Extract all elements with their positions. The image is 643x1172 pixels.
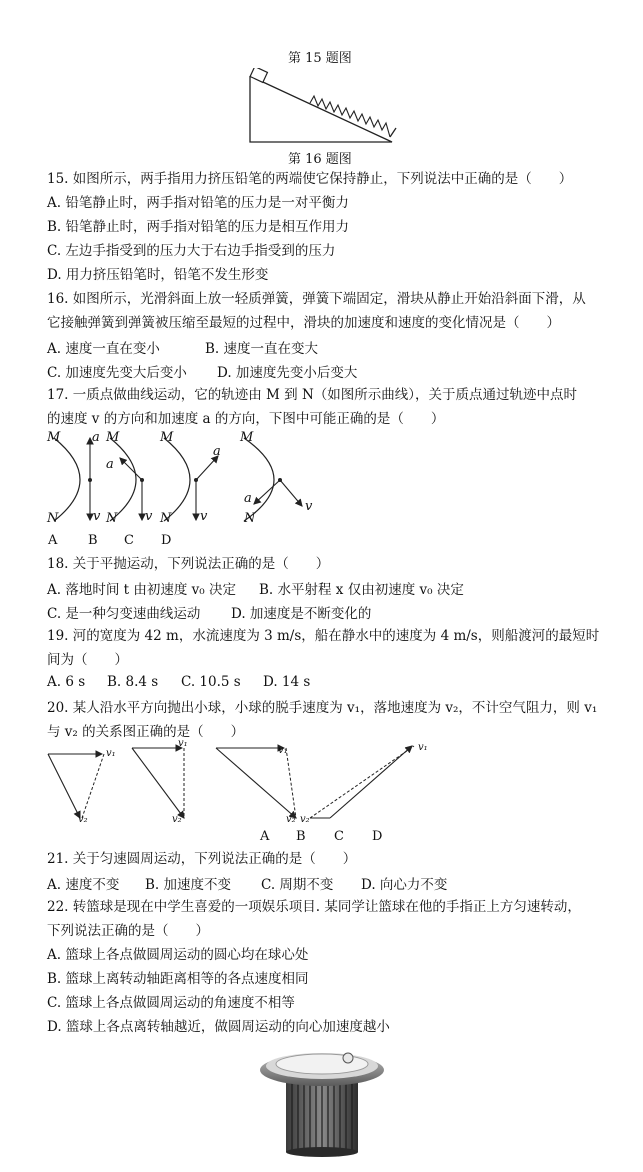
q19-stem-line1: 19. 河的宽度为 42 m，水流速度为 3 m/s，船在静水中的速度为 4 m/s，则船渡河的最短时: [47, 628, 600, 644]
q18-option-d: D. 加速度是不断变化的: [231, 606, 372, 622]
q15-stem: 15. 如图所示，两手指用力挤压铅笔的两端使它保持静止，下列说法中正确的是（ ）: [47, 171, 573, 187]
q17-a-label-M: M: [47, 430, 61, 445]
q20-d-label-v2: v₂: [300, 814, 310, 825]
q21-option-d: D. 向心力不变: [361, 877, 448, 893]
q18-option-c: C. 是一种匀变速曲线运动: [47, 606, 201, 622]
q21-stem: 21. 关于匀速圆周运动，下列说法正确的是（ ）: [47, 851, 357, 867]
q17-b-label-M: M: [106, 430, 120, 445]
q20-c-label-v2: v₂: [286, 814, 296, 825]
q22-option-b: B. 篮球上离转动轴距离相等的各点速度相同: [47, 971, 309, 987]
q17-a-label-a: a: [92, 430, 100, 445]
q22-stem-line1: 22. 转篮球是现在中学生喜爱的一项娱乐项目. 某同学让篮球在他的手指正上方匀速转动，: [47, 899, 581, 915]
q17-trajectory-figure: [44, 428, 334, 528]
q18-option-a: A. 落地时间 t 由初速度 v₀ 决定: [47, 582, 236, 598]
q20-panel-b: B: [296, 829, 306, 844]
q16-stem-line1: 16. 如图所示，光滑斜面上放一轻质弹簧，弹簧下端固定，滑块从静止开始沿斜面下滑，从: [47, 291, 586, 307]
q16-option-a: A. 速度一直在变小: [47, 341, 160, 357]
q19-option-b: B. 8.4 s: [107, 674, 159, 690]
q17-a-label-N: N: [47, 511, 59, 526]
q17-c-label-a: a: [213, 444, 221, 459]
q17-c-label-v: v: [200, 509, 208, 524]
q22-option-d: D. 篮球上各点离转轴越近，做圆周运动的向心加速度越小: [47, 1019, 390, 1035]
q22-stem-line2: 下列说法正确的是（ ）: [47, 923, 209, 939]
q17-b-label-v: v: [145, 509, 153, 524]
q17-d-label-M: M: [240, 430, 254, 445]
q17-panel-c: C: [124, 533, 134, 548]
q17-c-label-N: N: [160, 511, 172, 526]
q20-stem-line2: 与 v₂ 的关系图正确的是（ ）: [47, 724, 245, 740]
q17-stem-line1: 17. 一质点做曲线运动，它的轨迹由 M 到 N（如图所示曲线），关于质点通过轨迹中点时: [47, 387, 578, 403]
fig15-caption: 第 15 题图: [288, 51, 352, 66]
q20-a-label-v1: v₁: [106, 748, 116, 759]
q16-option-c: C. 加速度先变大后变小: [47, 365, 187, 381]
q15-option-b: B. 铅笔静止时，两手指对铅笔的压力是相互作用力: [47, 219, 350, 235]
q17-b-label-a: a: [106, 457, 114, 472]
q17-c-label-M: M: [160, 430, 174, 445]
q17-panel-a: A: [48, 533, 58, 548]
q15-option-c: C. 左边手指受到的压力大于右边手指受到的压力: [47, 243, 336, 259]
fig16-caption: 第 16 题图: [288, 152, 352, 167]
q15-option-d: D. 用力挤压铅笔时，铅笔不发生形变: [47, 267, 269, 283]
q16-option-d: D. 加速度先变小后变大: [217, 365, 358, 381]
q17-a-label-v: v: [93, 509, 101, 524]
q20-c-label-v1: v₁: [278, 745, 288, 756]
q22-option-a: A. 篮球上各点做圆周运动的圆心均在球心处: [47, 947, 309, 963]
q21-option-a: A. 速度不变: [47, 877, 120, 893]
q19-option-d: D. 14 s: [263, 674, 311, 690]
q20-d-label-v1: v₁: [418, 742, 428, 753]
q18-option-b: B. 水平射程 x 仅由初速度 v₀ 决定: [259, 582, 464, 598]
q17-stem-line2: 的速度 v 的方向和加速度 a 的方向，下图中可能正确的是（ ）: [47, 411, 445, 427]
q20-b-label-v2: v₂: [172, 814, 182, 825]
q18-stem: 18. 关于平抛运动，下列说法正确的是（ ）: [47, 556, 330, 572]
q17-panel-b: B: [88, 533, 98, 548]
q20-a-label-v2: v₂: [78, 814, 88, 825]
q17-b-label-N: N: [106, 511, 118, 526]
q20-panel-a: A: [260, 829, 270, 844]
q15-option-a: A. 铅笔静止时，两手指对铅笔的压力是一对平衡力: [47, 195, 349, 211]
q20-panel-d: D: [372, 829, 383, 844]
q22-option-c: C. 篮球上各点做圆周运动的角速度不相等: [47, 995, 295, 1011]
q17-d-label-v: v: [305, 499, 313, 514]
q20-panel-c: C: [334, 829, 344, 844]
q20-velocity-figure: [44, 742, 444, 828]
q19-stem-line2: 间为（ ）: [47, 652, 128, 668]
q19-option-c: C. 10.5 s: [181, 674, 241, 690]
incline-spring-figure: [240, 68, 400, 148]
q16-option-b: B. 速度一直在变大: [205, 341, 319, 357]
q21-option-c: C. 周期不变: [261, 877, 334, 893]
q19-option-a: A. 6 s: [47, 674, 86, 690]
q21-option-b: B. 加速度不变: [145, 877, 232, 893]
q20-stem-line1: 20. 某人沿水平方向抛出小球，小球的脱手速度为 v₁，落地速度为 v₂，不计空气阻力，则 v₁: [47, 700, 598, 716]
q20-b-label-v1: v₁: [178, 738, 188, 749]
q17-panel-d: D: [161, 533, 172, 548]
q16-stem-line2: 它接触弹簧到弹簧被压缩至最短的过程中，滑块的加速度和速度的变化情况是（ ）: [47, 315, 560, 331]
q17-d-label-a: a: [244, 491, 252, 506]
q17-d-label-N: N: [244, 511, 256, 526]
spinning-device-image: [256, 1040, 388, 1158]
